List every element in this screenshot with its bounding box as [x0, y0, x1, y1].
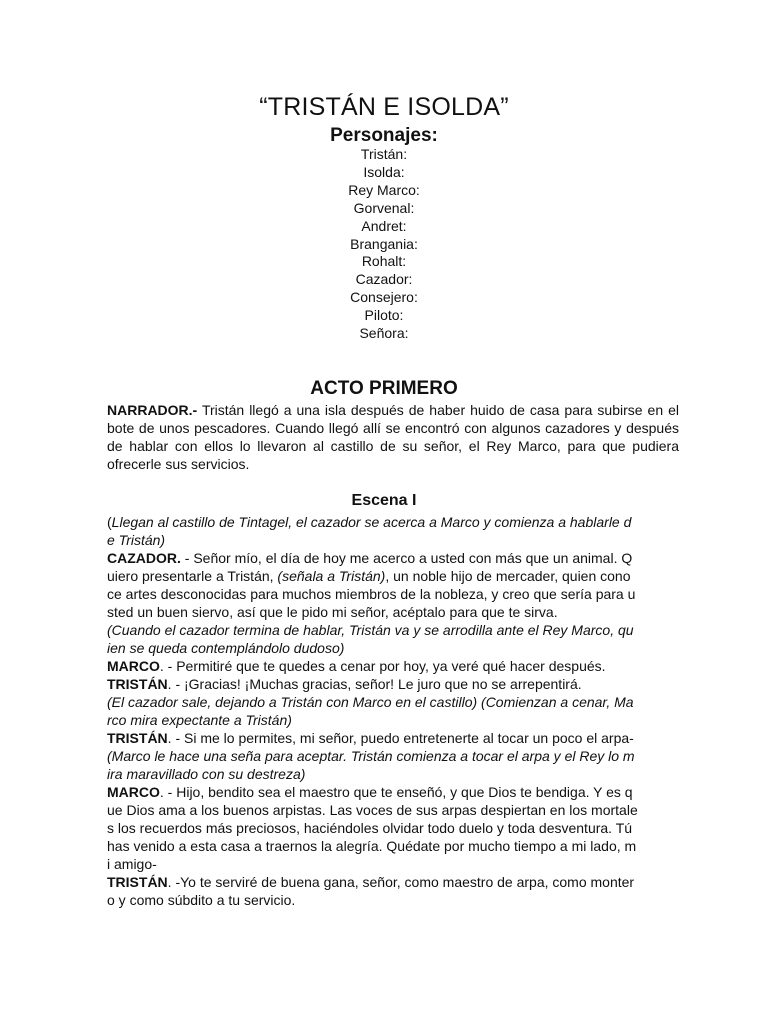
dialogue-text: ue Dios ama a los buenos arpistas. Las voces de sus arpas despiertan en los mortale — [107, 802, 638, 818]
dialogue-line — [107, 657, 679, 675]
dialogue-text: ( — [107, 514, 112, 530]
dialogue-line — [107, 531, 679, 549]
speaker-name: TRISTÁN — [107, 874, 168, 890]
character-item: Piloto: — [364, 307, 404, 324]
stage-direction: (El cazador sale, dejando a Tristán con Marco en el castillo) (Comienzan a cenar, Ma — [107, 694, 634, 710]
character-item: Gorvenal: — [353, 199, 415, 216]
stage-direction: e Tristán) — [107, 532, 166, 548]
dialogue-line — [107, 891, 679, 909]
dialogue-line — [107, 675, 679, 693]
dialogue-line — [107, 855, 679, 873]
dialogue-text: . -Yo te serviré de buena gana, señor, como maestro de arpa, como monter — [167, 874, 635, 890]
character-item: Brangania: — [350, 235, 418, 252]
characters-heading: Personajes: — [330, 125, 438, 146]
scene-title: Escena I — [351, 492, 417, 509]
dialogue-text: i amigo- — [107, 856, 157, 872]
act-title: ACTO PRIMERO — [310, 378, 458, 399]
stage-direction: (Cuando el cazador termina de hablar, Tristán va y se arrodilla ante el Rey Marco, qu — [107, 622, 634, 638]
character-item: Consejero: — [350, 289, 418, 306]
dialogue-line — [107, 711, 679, 729]
dialogue-text: uiero presentarle a Tristán, — [107, 568, 278, 584]
dialogue-text: , un noble hijo de mercader, quien cono — [385, 568, 631, 584]
dialogue-line — [107, 585, 679, 603]
dialogue-text: - Señor mío, el día de hoy me acerco a usted con más que un animal. Q — [180, 550, 633, 566]
dialogue-text: sted un buen siervo, así que le pido mi señor, acéptalo para que te sirva. — [107, 604, 558, 620]
dialogue-text: . - Hijo, bendito sea el maestro que te enseñó, y que Dios te bendiga. Y es q — [159, 784, 633, 800]
character-item: Andret: — [361, 217, 407, 234]
dialogue-line — [107, 873, 679, 891]
stage-direction: ien se queda contemplándolo dudoso) — [107, 640, 345, 656]
dialogue-line — [107, 765, 679, 783]
character-item: Cazador: — [355, 271, 413, 288]
speaker-name: MARCO — [107, 658, 160, 674]
stage-direction: (señala a Tristán) — [277, 568, 386, 584]
dialogue-text: . - Si me lo permites, mi señor, puedo entretenerte al tocar un poco el arpa- — [167, 730, 634, 746]
dialogue-line — [107, 819, 679, 837]
speaker-name: MARCO — [107, 784, 160, 800]
stage-direction: ira maravillado con su destreza) — [107, 766, 306, 782]
play-title: “TRISTÁN E ISOLDA” — [259, 93, 509, 121]
dialogue-line — [107, 693, 679, 711]
dialogue-text: . - ¡Gracias! ¡Muchas gracias, señor! Le juro que no se arrepentirá. — [167, 676, 582, 692]
stage-direction: rco mira expectante a Tristán) — [107, 712, 292, 728]
dialogue-line — [107, 621, 679, 639]
dialogue-line — [107, 783, 679, 801]
dialogue-line — [107, 747, 679, 765]
dialogue-text: has venido a esta casa a traernos la alegría. Quédate por mucho tiempo a mi lado, m — [107, 838, 637, 854]
character-item: Señora: — [359, 325, 409, 342]
character-item: Rohalt: — [361, 253, 407, 270]
dialogue-line — [107, 513, 679, 531]
dialogue-text: ce artes desconocidas para muchos miembros de la nobleza, y creo que sería para u — [107, 586, 636, 602]
dialogue-line — [107, 567, 679, 585]
dialogue-line — [107, 603, 679, 621]
dialogue-text: s los recuerdos más preciosos, haciéndoles olvidar todo duelo y toda desventura. Tú — [107, 820, 633, 836]
dialogue-text: . - Permitiré que te quedes a cenar por hoy, ya veré qué hacer después. — [159, 658, 606, 674]
dialogue-line — [107, 729, 679, 747]
stage-direction: (Marco le hace una seña para aceptar. Tristán comienza a tocar el arpa y el Rey lo m — [107, 748, 635, 764]
speaker-name: CAZADOR. — [107, 550, 181, 566]
characters-list — [0, 146, 768, 343]
speaker-name: TRISTÁN — [107, 676, 168, 692]
narrator-paragraph — [107, 401, 679, 473]
dialogue-text: o y como súbdito a tu servicio. — [107, 892, 296, 908]
dialogue-line — [107, 549, 679, 567]
dialogue-line — [107, 837, 679, 855]
dialogue-line — [107, 639, 679, 657]
dialogue-line — [107, 801, 679, 819]
stage-direction: Llegan al castillo de Tintagel, el cazador se acerca a Marco y comienza a hablarle d — [111, 514, 632, 530]
character-item: Rey Marco: — [348, 181, 420, 198]
character-item: Isolda: — [363, 163, 405, 180]
narrator-speaker: NARRADOR.- — [107, 402, 198, 418]
character-item: Tristán: — [360, 146, 408, 162]
speaker-name: TRISTÁN — [107, 730, 168, 746]
narrator-text: Tristán llegó a una isla después de haber huido de casa para subirse en el bote de unos pescadores. Cuando llegó allí se encontró con algunos cazadores y después de hablar con ellos lo llevaron al castillo de su señor, el Rey Marco, para que pudiera ofrecerle sus servicios. — [107, 402, 679, 472]
scene-dialogue — [107, 513, 679, 909]
